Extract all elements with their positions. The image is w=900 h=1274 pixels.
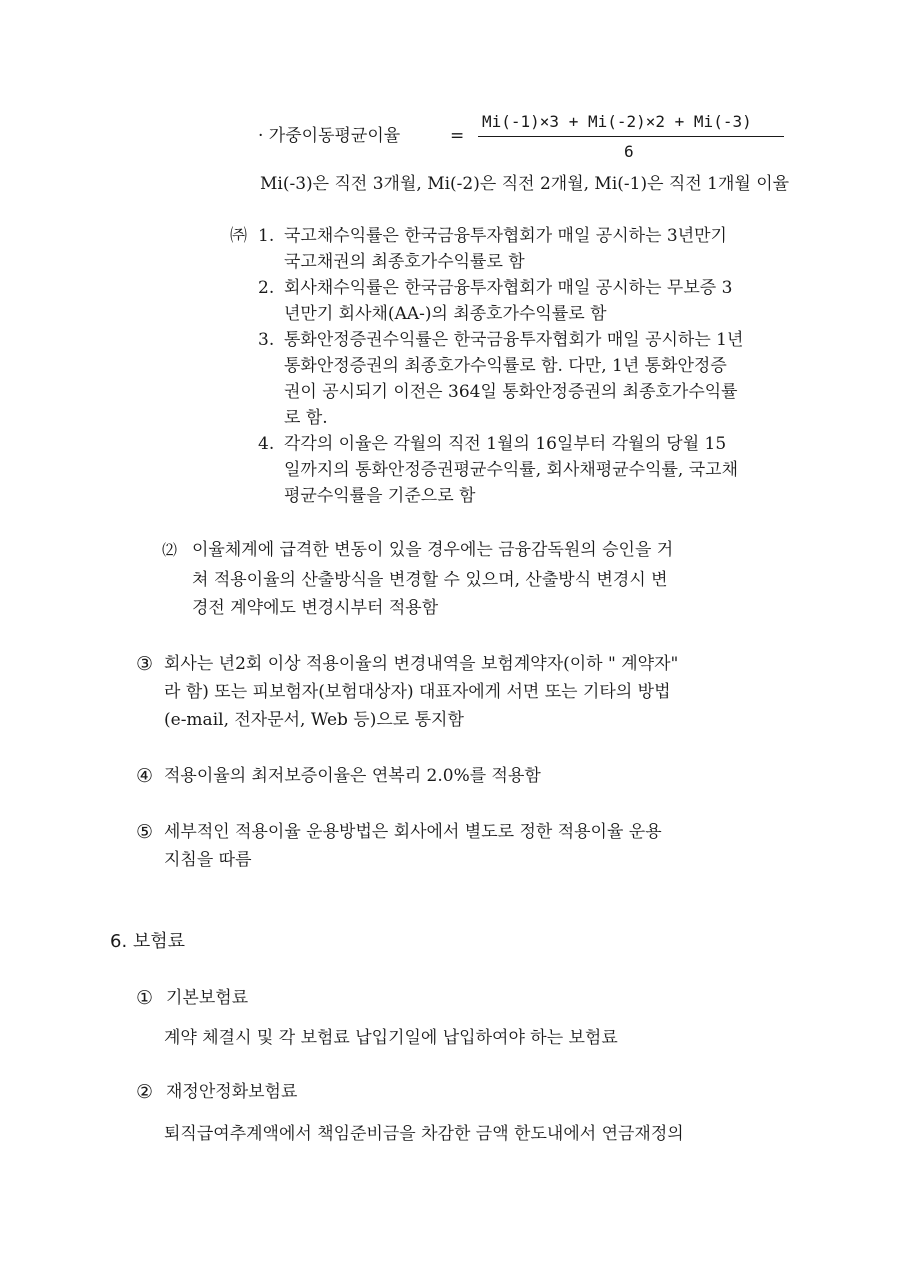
notes-marker: ㈜ — [230, 226, 247, 246]
note-line: 년만기 회사채(AA-)의 최종호가수익률로 함 — [284, 304, 607, 324]
note-line: 회사채수익률은 한국금융투자협회가 매일 공시하는 무보증 3 — [284, 278, 733, 298]
note-line: 국고채수익률은 한국금융투자협회가 매일 공시하는 3년만기 — [284, 226, 727, 246]
clause-line: 라 함) 또는 피보험자(보험대상자) 대표자에게 서면 또는 기타의 방법 — [164, 682, 671, 702]
note-number: 3. — [258, 330, 275, 350]
formula-denominator: 6 — [624, 142, 634, 161]
note-line: 통화안정증권수익률은 한국금융투자협회가 매일 공시하는 1년 — [284, 330, 744, 350]
clause-marker: ⑤ — [136, 821, 154, 843]
clause-line: 회사는 년2회 이상 적용이율의 변경내역을 보험계약자(이하 " 계약자" — [164, 654, 679, 674]
clause-marker: ④ — [136, 765, 154, 787]
clause-marker: ⑵ — [162, 541, 178, 559]
item-title: 기본보험료 — [166, 988, 249, 1008]
item-text: 계약 체결시 및 각 보험료 납입기일에 납입하여야 하는 보험료 — [164, 1028, 618, 1048]
note-line: 평균수익률을 기준으로 함 — [284, 486, 476, 506]
note-number: 4. — [258, 434, 275, 454]
formula-numerator: Mi(-1)×3 + Mi(-2)×2 + Mi(-3) — [482, 112, 752, 131]
clause-line: (e-mail, 전자문서, Web 등)으로 통지함 — [164, 710, 464, 730]
note-line: 국고채권의 최종호가수익률로 함 — [284, 252, 525, 272]
formula-note: Mi(-3)은 직전 3개월, Mi(-2)은 직전 2개월, Mi(-1)은 직전 1개월 이율 — [260, 174, 790, 194]
clause-line: 세부적인 적용이율 운용방법은 회사에서 별도로 정한 적용이율 운용 — [164, 822, 662, 842]
note-number: 2. — [258, 278, 275, 298]
note-number: 1. — [258, 226, 275, 246]
clause-line: 이율체계에 급격한 변동이 있을 경우에는 금융감독원의 승인을 거 — [192, 540, 674, 560]
fraction-bar — [478, 136, 784, 137]
note-line: 권이 공시되기 이전은 364일 통화안정증권의 최종호가수익률 — [284, 382, 738, 402]
note-line: 일까지의 통화안정증권평균수익률, 회사채평균수익률, 국고채 — [284, 460, 738, 480]
item-marker: ① — [136, 987, 154, 1009]
clause-line: 지침을 따름 — [164, 850, 252, 870]
section-title: 6. 보험료 — [110, 931, 186, 952]
note-line: 통화안정증권의 최종호가수익률로 함. 다만, 1년 통화안정증 — [284, 356, 727, 376]
item-marker: ② — [136, 1081, 154, 1103]
formula-equals: = — [450, 126, 465, 146]
clause-line: 경전 계약에도 변경시부터 적용함 — [192, 598, 439, 618]
formula-label: · 가중이동평균이율 — [258, 126, 401, 146]
item-title: 재정안정화보험료 — [166, 1082, 298, 1102]
clause-line: 적용이율의 최저보증이율은 연복리 2.0%를 적용함 — [164, 766, 541, 786]
item-text: 퇴직급여추계액에서 책임준비금을 차감한 금액 한도내에서 연금재정의 — [164, 1124, 684, 1144]
note-line: 로 함. — [284, 408, 328, 428]
clause-line: 쳐 적용이율의 산출방식을 변경할 수 있으며, 산출방식 변경시 변 — [192, 570, 668, 590]
clause-marker: ③ — [136, 653, 154, 675]
note-line: 각각의 이율은 각월의 직전 1월의 16일부터 각월의 당월 15 — [284, 434, 727, 454]
